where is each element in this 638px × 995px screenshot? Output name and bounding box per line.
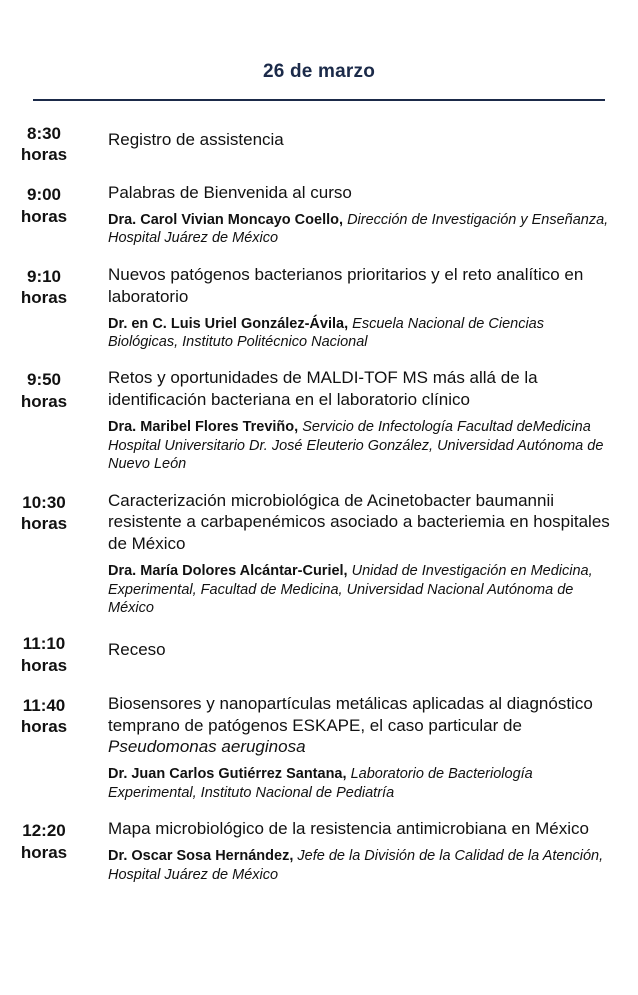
session-time [0,693,88,738]
session-body [88,633,614,661]
session-title [108,818,614,840]
session-time-unit: horas [20,145,68,165]
session-body [88,818,614,884]
session-time [0,633,88,676]
speaker-name: Dra. Carol Vivian Moncayo Coello, [108,211,344,228]
session-speaker [108,211,614,248]
session-time [0,490,88,535]
session-time [0,264,88,309]
session-title-text: Receso [108,640,166,660]
speaker-affiliation: Unidad de Investigación en Medicina, Experimental, Facultad de Medicina, Universidad Nacional Autónoma de México [108,563,593,617]
session-time-unit: horas [20,656,68,676]
speaker-name: Dra. Maribel Flores Treviño, [108,419,299,436]
session-title-text: Retos y oportunidades de MALDI-TOF MS más allá de la identificación bacteriana en el laboratorio clínico [108,368,538,410]
schedule-row [0,123,614,166]
session-time [0,182,88,227]
session-time-value: 12:20 [22,821,66,841]
speaker-affiliation: Escuela Nacional de Ciencias Biológicas, Instituto Politécnico Nacional [108,315,544,351]
schedule-row [0,367,614,473]
schedule-row [0,693,614,803]
page-title: 26 de marzo [262,61,376,82]
session-time-unit: horas [20,842,68,862]
session-body [88,182,614,248]
speaker-affiliation: Servicio de Infectología Facultad deMedicina Hospital Universitario Dr. José Eleuterio González, Universidad Autónoma de Nuevo León [108,419,604,473]
schedule-row [0,490,614,618]
session-speaker [108,847,614,884]
session-title [108,639,614,661]
session-speaker [108,418,614,473]
speaker-affiliation: Dirección de Investigación y Enseñanza, Hospital Juárez de México [108,211,609,247]
schedule-list [0,123,638,884]
session-time-value: 11:10 [22,634,66,654]
speaker-name: Dr. Oscar Sosa Hernández, [108,848,294,865]
session-title-text: Nuevos patógenos bacterianos prioritarios y el reto analítico en laboratorio [108,264,584,306]
schedule-row [0,182,614,248]
session-title [108,182,614,204]
session-title-text: Caracterización microbiológica de Acinetobacter baumannii resistente a carbapenémicos asociado a bacteriemia en hospitales de México [108,490,610,554]
session-title [108,693,614,759]
session-title [108,490,614,556]
session-title-text: Registro de assistencia [108,129,284,149]
session-time-value: 9:50 [26,370,62,390]
header-divider [33,99,605,101]
session-body [88,123,614,151]
session-time-value: 8:30 [26,123,62,143]
session-speaker [108,315,614,352]
session-time-unit: horas [20,717,68,737]
session-time-unit: horas [20,392,68,412]
speaker-affiliation: Laboratorio de Bacteriología Experimental, Instituto Nacional de Pediatría [108,766,533,801]
speaker-name: Dr. Juan Carlos Gutiérrez Santana, [108,766,347,783]
session-body [88,490,614,618]
session-time-value: 9:00 [26,185,62,205]
session-time-unit: horas [20,514,68,534]
session-time-unit: horas [20,206,68,226]
session-time [0,818,88,863]
session-title-text: Biosensores y nanopartículas metálicas aplicadas al diagnóstico temprano de patógenos ESKAPE, el caso particular de [108,693,593,735]
session-time [0,123,88,166]
session-speaker [108,765,614,802]
speaker-affiliation: Jefe de la División de la Calidad de la Atención, Hospital Juárez de México [108,848,604,883]
schedule-row [0,818,614,884]
speaker-name: Dra. María Dolores Alcántar-Curiel, [108,563,348,580]
schedule-row [0,633,614,676]
speaker-name: Dr. en C. Luis Uriel González-Ávila, [108,315,349,332]
session-title [108,367,614,411]
session-body [88,367,614,473]
session-speaker [108,562,614,617]
session-title-species: Pseudomonas aeruginosa [108,737,306,757]
session-time-value: 9:10 [26,266,62,286]
session-body [88,264,614,352]
session-title-text: Mapa microbiológico de la resistencia antimicrobiana en México [108,819,589,839]
session-time-value: 11:40 [22,695,66,715]
session-title-text: Palabras de Bienvenida al curso [108,183,352,203]
session-title [108,264,614,308]
session-title [108,129,614,151]
session-body [88,693,614,803]
session-time-value: 10:30 [22,492,66,512]
session-time [0,367,88,412]
session-time-unit: horas [20,288,68,308]
page-header [0,0,638,101]
schedule-row [0,264,614,352]
